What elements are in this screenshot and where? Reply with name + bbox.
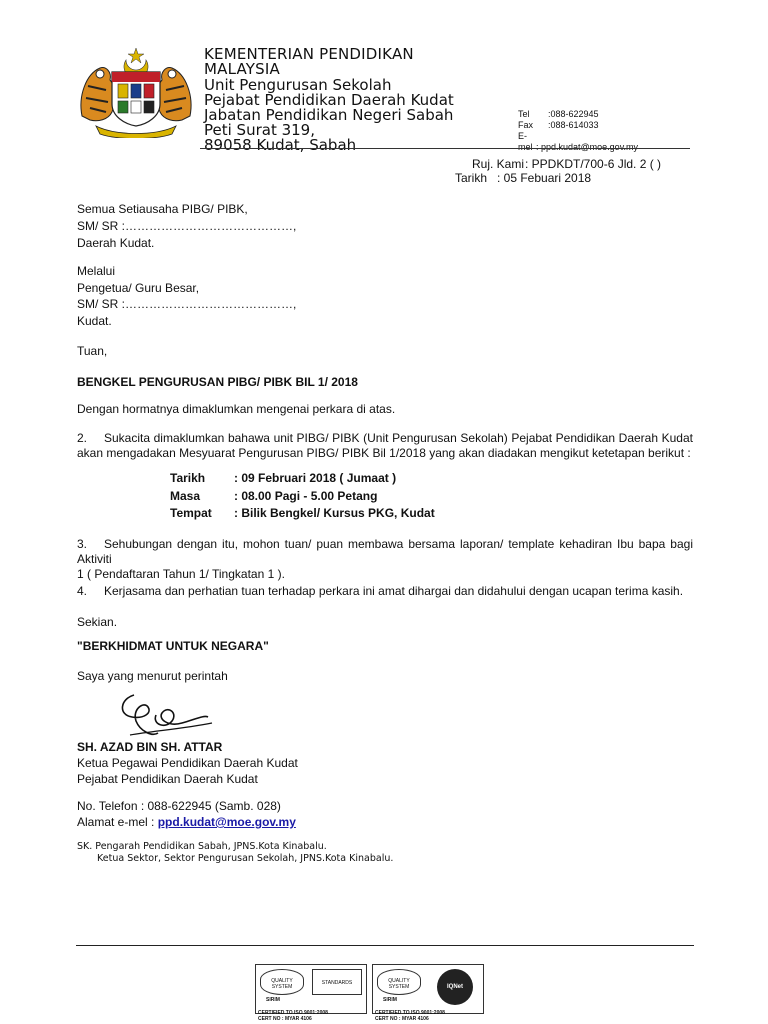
signatory-office: Pejabat Pendidikan Daerah Kudat	[77, 772, 258, 786]
order-text: Saya yang menurut perintah	[77, 669, 228, 683]
postcode-line: 89058 Kudat, Sabah	[204, 136, 357, 154]
para3-num: 3.	[77, 537, 88, 551]
detail-date-label: Tarikh	[170, 471, 206, 485]
via-line3: SM/ SR :……………………………………,	[77, 297, 297, 311]
sekian-text: Sekian.	[77, 615, 118, 629]
detail-time	[170, 488, 435, 506]
detail-time-value: : 08.00 Pagi - 5.00 Petang	[234, 488, 378, 503]
signatory-block	[77, 739, 298, 787]
cert-box-2	[372, 964, 484, 1014]
email-label: E-mel	[518, 131, 533, 152]
recipient-block	[77, 201, 296, 252]
paragraph-3	[77, 537, 693, 582]
signatory-title: Ketua Pegawai Pendidikan Daerah Kudat	[77, 756, 298, 770]
sirim-label-1: SIRIM	[266, 997, 280, 1003]
para4-num: 4.	[77, 584, 88, 598]
signature-icon	[112, 685, 232, 745]
detail-venue-label: Tempat	[170, 506, 212, 520]
cc-block	[77, 841, 393, 865]
standards-icon	[312, 969, 362, 995]
coat-of-arms-icon	[76, 46, 196, 138]
po-box-line: Peti Surat 319,	[204, 121, 315, 139]
date-value: : 05 Febuari 2018	[497, 171, 592, 185]
opening-paragraph: Dengan hormatnya dimaklumkan mengenai perkara di atas.	[77, 402, 396, 416]
tel-label: Tel	[518, 109, 530, 119]
recipient-line2: SM/ SR :……………………………………,	[77, 219, 297, 233]
para2-num: 2.	[77, 431, 88, 445]
subject-line: BENGKEL PENGURUSAN PIBG/ PIBK BIL 1/ 2018	[77, 375, 358, 389]
date-label: Tarikh	[455, 171, 488, 185]
phone-line: No. Telefon : 088-622945 (Samb. 028)	[77, 799, 281, 813]
sirim-label-2: SIRIM	[383, 997, 397, 1003]
iqnet-icon	[437, 969, 473, 1005]
event-details	[170, 470, 435, 523]
quality-system-2-icon	[377, 969, 421, 995]
cert-text-1	[258, 1010, 328, 1022]
detail-time-label: Masa	[170, 488, 201, 503]
office-address	[204, 78, 454, 153]
signatory-name: SH. AZAD BIN SH. ATTAR	[77, 740, 223, 754]
via-line2: Pengetua/ Guru Besar,	[77, 280, 200, 295]
recipient-line1: Semua Setiausaha PIBG/ PIBK,	[77, 202, 248, 216]
cc-line1: SK. Pengarah Pendidikan Sabah, JPNS.Kota Kinabalu.	[77, 841, 327, 852]
cert-text-2	[375, 1010, 445, 1022]
footer-divider	[76, 945, 694, 946]
fax-label: Fax	[518, 120, 534, 130]
unit-line: Unit Pengurusan Sekolah	[204, 76, 392, 94]
detail-venue-value: : Bilik Bengkel/ Kursus PKG, Kudat	[234, 506, 435, 520]
cert2-line2: CERT NO : MYAR 4106	[375, 1016, 429, 1022]
salutation: Tuan,	[77, 344, 108, 358]
email-label-text: Alamat e-mel :	[77, 815, 155, 829]
department-line: Jabatan Pendidikan Negeri Sabah	[204, 106, 454, 124]
contact-block	[518, 109, 638, 153]
motto-text: "BERKHIDMAT UNTUK NEGARA"	[77, 639, 269, 653]
reference-block	[472, 157, 661, 172]
para2-line2: akan mengadakan Mesyuarat Pengurusan PIBG/ PIBK Bil 1/2018 yang akan diadakan mengikut ketetapan berikut :	[77, 446, 691, 460]
detail-date-value: : 09 Februari 2018 ( Jumaat )	[234, 471, 397, 485]
para2-line1: Sukacita dimaklumkan bahawa unit PIBG/ PIBK (Unit Pengurusan Sekolah) Pejabat Pendidikan Daerah Kudat	[104, 431, 693, 445]
cert1-line2: CERT NO : MYAR 4106	[258, 1016, 312, 1022]
detail-venue	[170, 505, 435, 523]
iqnet-label: IQNet	[446, 984, 463, 990]
cert-box-1	[255, 964, 367, 1014]
para4-text: Kerjasama dan perhatian tuan terhadap perkara ini amat dihargai dan didahului dengan ucapan terima kasih.	[104, 584, 684, 598]
paragraph-2	[77, 431, 693, 461]
tel-value: :088-622945	[548, 109, 599, 119]
quality-system-2-label: QUALITY SYSTEM	[388, 978, 410, 990]
cert2-line1: CERTIFIED TO ISO 9001:2008	[375, 1010, 445, 1016]
ministry-line2: MALAYSIA	[204, 60, 280, 78]
via-line4: Kudat.	[77, 313, 112, 328]
quality-system-label: QUALITY SYSTEM	[271, 978, 293, 990]
via-block	[77, 263, 296, 329]
ruj-label: Ruj. Kami	[472, 157, 525, 171]
detail-date	[170, 470, 435, 488]
ruj-value: : PPDKDT/700-6 Jld. 2 ( )	[525, 157, 662, 171]
cert1-line1: CERTIFIED TO ISO 9001:2008	[258, 1010, 328, 1016]
ministry-line1: KEMENTERIAN PENDIDIKAN	[204, 45, 414, 63]
quality-system-icon	[260, 969, 304, 995]
header-divider	[200, 148, 690, 149]
contact-info	[77, 798, 296, 830]
email-link[interactable]: ppd.kudat@moe.gov.my	[157, 815, 296, 829]
fax-value: :088-614033	[548, 120, 599, 130]
office-line: Pejabat Pendidikan Daerah Kudat	[204, 91, 454, 109]
cc-line2: Ketua Sektor, Sektor Pengurusan Sekolah, JPNS.Kota Kinabalu.	[97, 853, 394, 864]
standards-label: STANDARDS	[321, 980, 353, 986]
recipient-line3: Daerah Kudat.	[77, 236, 155, 250]
email-value: : ppd.kudat@moe.gov.my	[536, 142, 639, 152]
via-line1: Melalui	[77, 264, 116, 278]
paragraph-4	[77, 584, 683, 599]
para3-line1: Sehubungan dengan itu, mohon tuan/ puan membawa bersama laporan/ template kehadiran Ibu bapa bagi Aktiviti	[77, 537, 693, 566]
date-block	[455, 171, 591, 186]
ministry-name	[204, 47, 414, 77]
para3-line2: 1 ( Pendaftaran Tahun 1/ Tingkatan 1 ).	[77, 567, 285, 581]
